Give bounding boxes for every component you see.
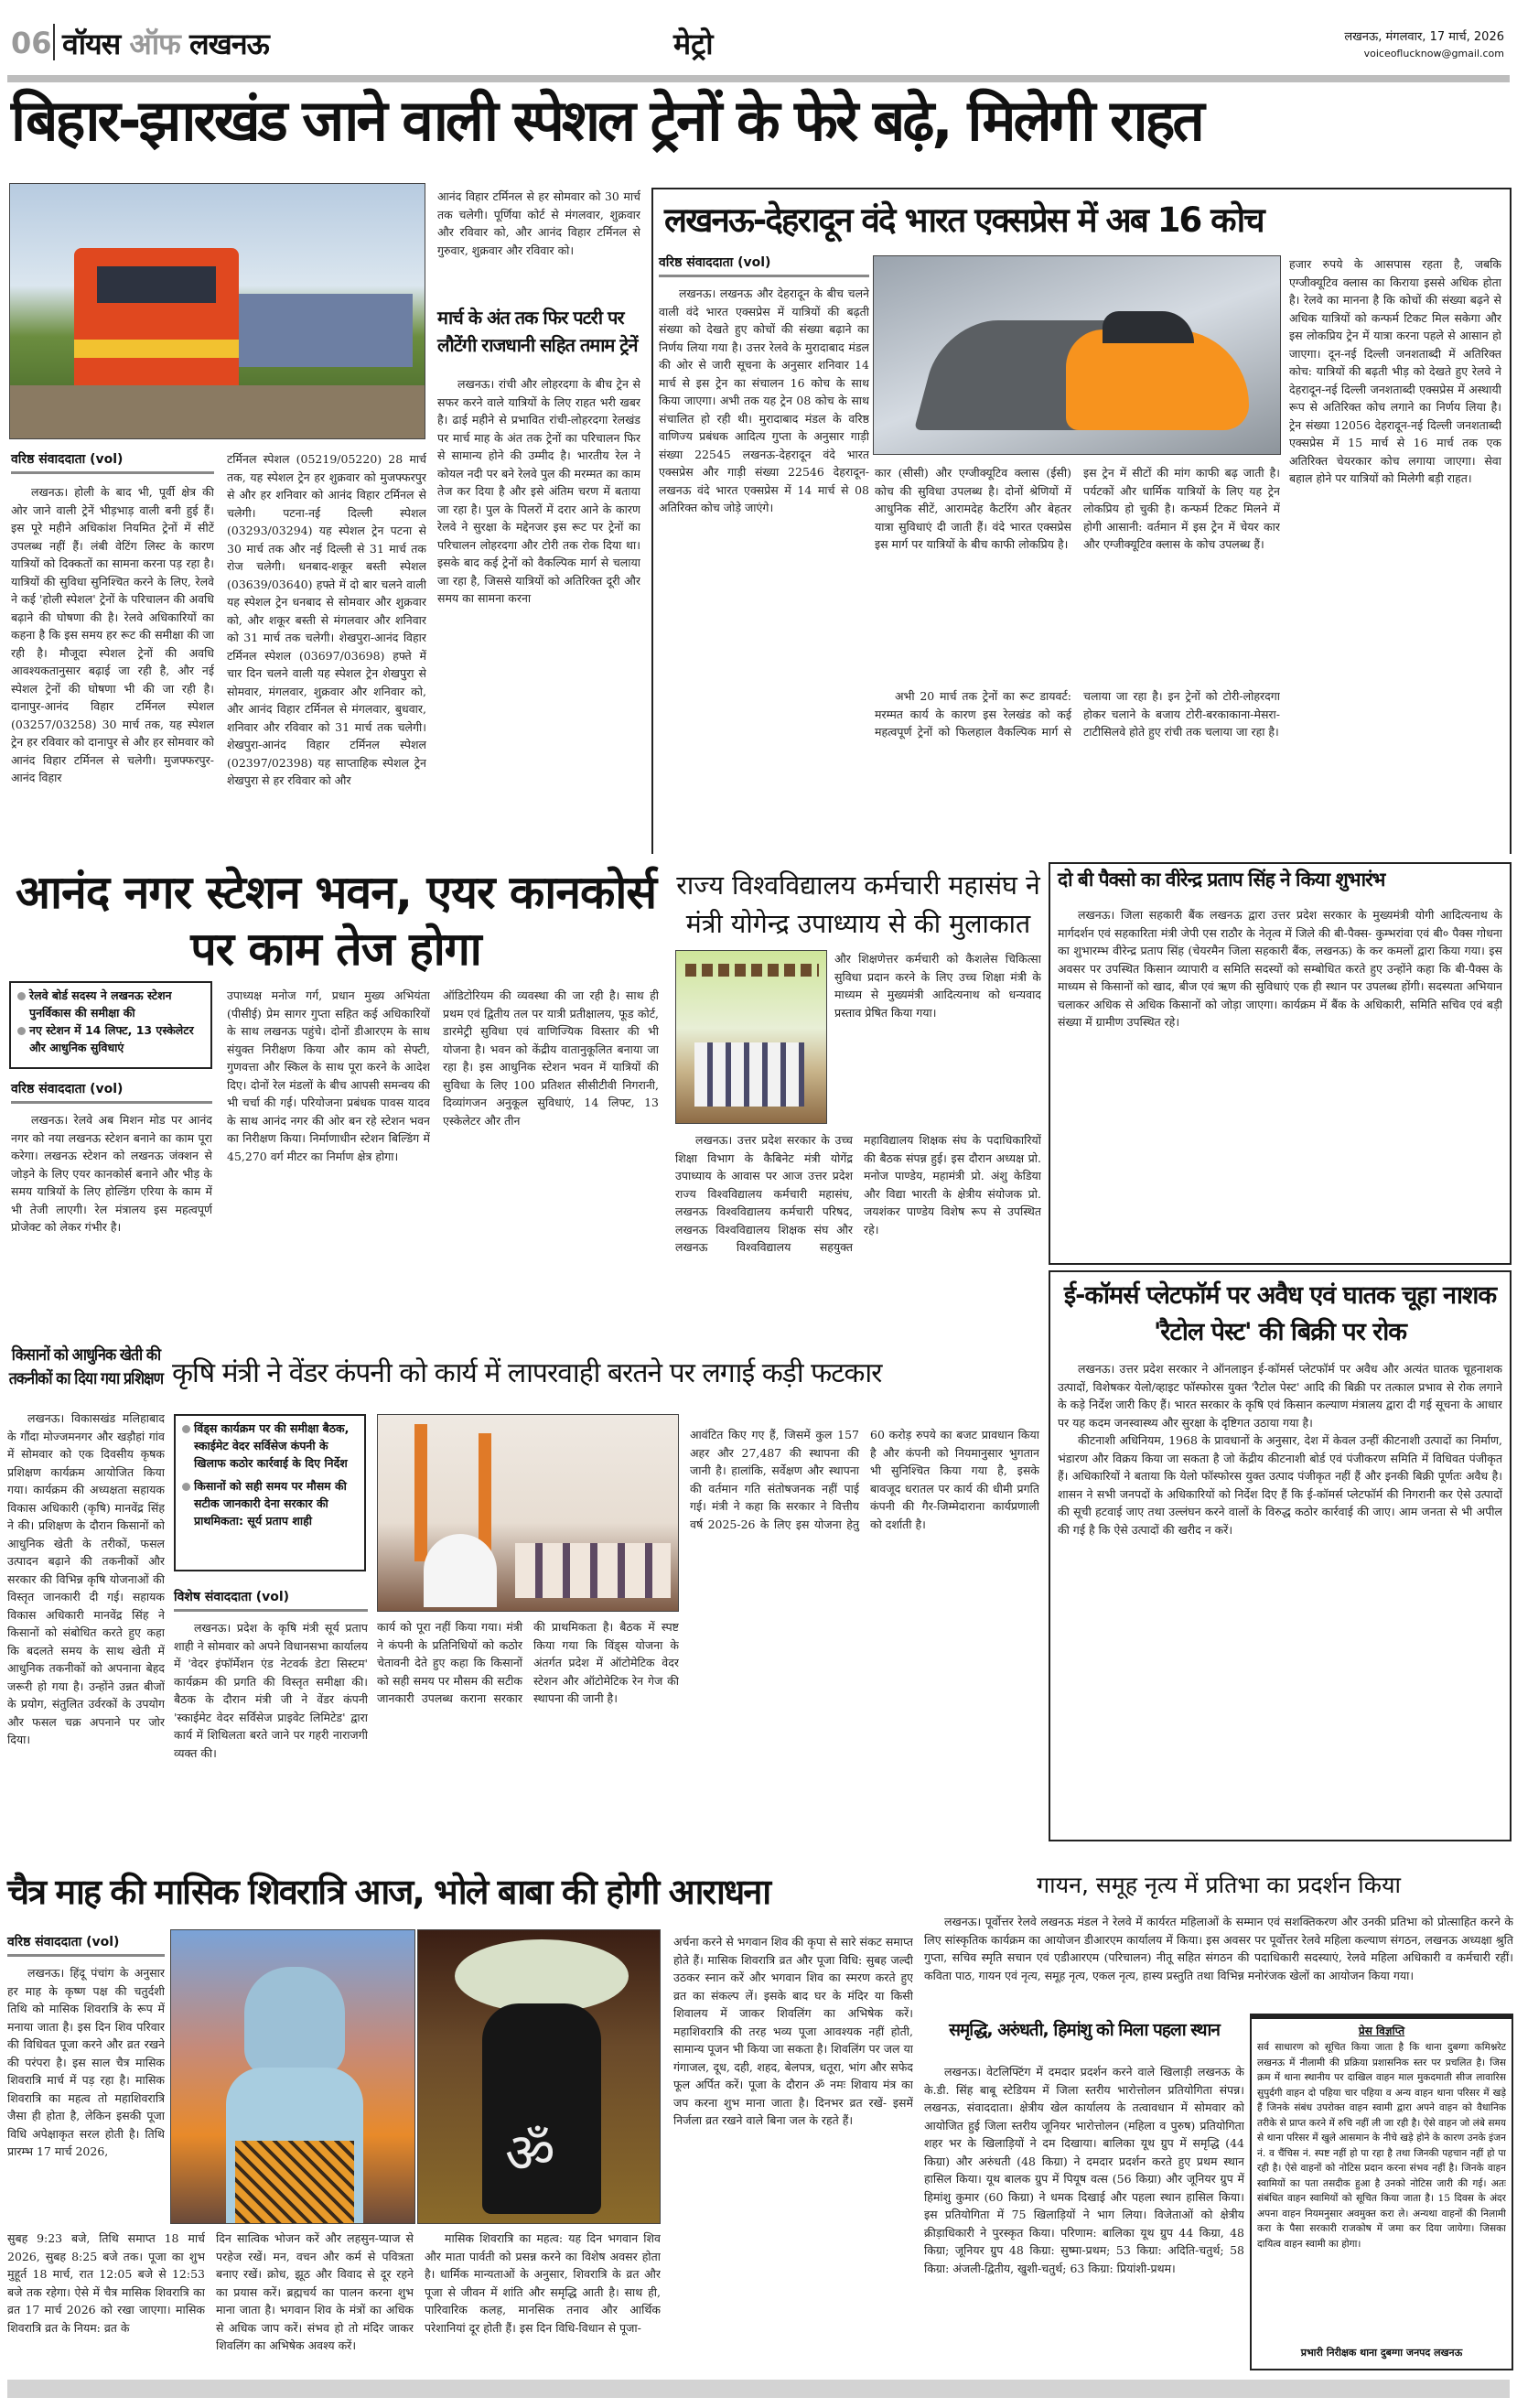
lead-col3-top [437, 188, 640, 295]
shiv-paragraph: सुबह 9:23 बजे, तिथि समाप्त 18 मार्च 2026, सुबह 8:25 बजे तक। पूजा का शुभ मुहूर्त 18 मार्च, रात 12:05 बजे से 12:53 बजे तक रहेगा। ऐसे में चैत्र मासिक शिवरात्रि का व्रत 17 मार्च 2026 को रखा जाएगा। मासिक शिवरात्रि व्रत के नियम: व्रत के [7, 2231, 205, 2335]
shiv-headline: चैत्र माह की मासिक शिवरात्रि आज, भोले बाबा की होगी आराधना [7, 1872, 770, 1912]
kisan-paragraph: लखनऊ। विकासखंड मलिहाबाद के गौंदा मोज्जमनगर और खड़ौहां गांव में सोमवार को एक दिवसीय कृषक प्रशिक्षण कार्यक्रम आयोजित किया गया। कार्यक्रम की अध्यक्षता सहायक विकास अधिकारी (कृषि) मानवेंद्र सिंह ने की। प्रशिक्षण के दौरान किसानों को आधुनिक खेती के तरीकों, फसल उत्पादन बढ़ाने की तकनीकों और सरकार की विभिन्न कृषि योजनाओं की विस्तृत जानकारी दी गई। सहायक विकास अधिकारी मानवेंद्र सिंह ने किसानों को संबोधित करते हुए कहा कि बदलते समय के साथ खेती में आधुनिक तकनीकों को अपनाना बेहद जरूरी हो गया है। उन्होंने उन्नत बीजों के प्रयोग, संतुलित उर्वरकों के उपयोग और फसल चक्र अपनाने पर जोर दिया। [7, 1411, 165, 1746]
samridhi-headline: समृद्धि, अरुंधती, हिमांशु को मिला पहला स्थान [949, 2020, 1220, 2040]
shiv-paragraph: अर्चना करने से भगवान शिव की कृपा से सारे संकट समाप्त होते हैं। मासिक शिवरात्रि व्रत और पूजा विधि: सुबह जल्दी उठकर स्नान करें और भगवान शिव का स्मरण करते हुए व्रत का संकल्प लें। इसके बाद घर के मंदिर या किसी शिवालय में जाकर शिवलिंग का अभिषेक करें। महाशिवरात्रि की तरह भव्य पूजा आवश्यक नहीं होती, सामान्य पूजन भी किया जा सकता है। शिवलिंग पर जल या गंगाजल, दूध, दही, शहद, बेलपत्र, धतूरा, भांग और सफेद फूल अर्पित करें। पूजा के दौरान ॐ नमः शिवाय मंत्र का जप करना शुभ माना जाता है। दिनभर व्रत रखें- इसमें निर्जला व्रत रखने वाले बिना जल के रहते हैं। [673, 1935, 913, 2127]
lead-paragraph: टर्मिनल स्पेशल (05219/05220) 28 मार्च तक, यह स्पेशल ट्रेन हर शुक्रवार को मुजफ्फरपुर से और हर शनिवार को आनंद विहार टर्मिनल से चलेगी। पटना-नई दिल्ली स्पेशल (03293/03294) यह स्पेशल ट्रेन पटना से 30 मार्च तक और नई दिल्ली से 31 मार्च तक रोज चलेगी। धनबाद-शकूर बस्ती स्पेशल (03639/03640) हफ्ते में दो बार चलने वाली यह स्पेशल ट्रेन धनबाद से सोमवार और शुक्रवार को, और शकूर बस्ती से मंगलवार और शनिवार को 31 मार्च तक चलेगी। शेखपुरा-आनंद विहार टर्मिनल स्पेशल (03697/03698) हफ्ते में चार दिन चलने वाली यह स्पेशल ट्रेन शेखपुरा से सोमवार, मंगलवार, शुक्रवार और शनिवार को, और आनंद विहार टर्मिनल से मंगलवार, बुधवार, शनिवार और रविवार को 31 मार्च तक चलेगी। शेखपुरा-आनंद विहार टर्मिनल स्पेशल (02397/02398) यह साप्ताहिक स्पेशल ट्रेन शेखपुरा से हर रविवार को और [227, 452, 426, 787]
univ-headline: राज्य विश्वविद्यालय कर्मचारी महासंघ ने मंत्री योगेन्द्र उपाध्याय से की मुलाकात [676, 869, 1040, 939]
vande-box [651, 188, 1512, 854]
krishi-highlights [174, 1414, 366, 1571]
byline: वरिष्ठ संवाददाता (vol) [11, 1080, 212, 1104]
pacs-paragraph: लखनऊ। जिला सहकारी बैंक लखनऊ द्वारा उत्तर प्रदेश सरकार के मुख्यमंत्री योगी आदित्यनाथ के मार्गदर्शन एवं सहकारिता मंत्री जेपी एस राठौर के नेतृत्व में जिले की बी-पैक्स- कुम्भरांवा एवं बी० पैक्स गोधना का शुभारम्भ वीरेन्द्र प्रताप सिंह (चेयरमैन जिला सहकारी बैंक, लखनऊ) के कर कमलों द्वारा किया गया। इस अवसर पर उपस्थित किसान व्यापारी व समिति सदस्यों को सम्बोधित करते हुए उन्होंने कहा कि बी-पैक्स के माध्यम से किसानों को खाद, बीज एवं ऋण की सुविधाएं एक ही स्थान पर उपलब्ध होंगी। सदस्यता अभियान चलाकर अधिक से अधिक किसानों को जोड़ा जाएगा। कार्यक्रम में बैंक के अधिकारी, समिति सचिव एवं बड़ी संख्या में ग्रामीण उपस्थित रहे। [1058, 908, 1502, 1029]
byline: वरिष्ठ संवाददाता (vol) [659, 254, 869, 277]
lead-col2 [227, 450, 426, 853]
gayan-headline: गायन, समूह नृत्य में प्रतिभा का प्रदर्शन किया [1037, 1872, 1401, 1898]
krishi-paragraph: लखनऊ। प्रदेश के कृषि मंत्री सूर्य प्रताप शाही ने सोमवार को अपने विधानसभा कार्यालय में 'वेदर इंफॉर्मेशन एंड नेटवर्क डेटा सिस्टम' कार्यक्रम की प्रगति की विस्तृत समीक्षा की। बैठक के दौरान मंत्री जी ने वेंडर कंपनी 'स्काईमेट वेदर सर्विसेज प्राइवेट लिमिटेड' द्वारा कार्य में शिथिलता बरते जाने पर गहरी नाराजगी व्यक्त की। [174, 1621, 368, 1760]
lead-col1 [11, 450, 214, 853]
vande-bharat-photo [873, 255, 1281, 455]
page-number: 06 [11, 26, 52, 60]
lead-subheadline: मार्च के अंत तक फिर पटरी पर लौटेंगी राजधानी सहित तमाम ट्रेनें [437, 307, 638, 356]
email: voiceoflucknow@gmail.com [1363, 48, 1504, 59]
shiv-paragraph: दिन सात्विक भोजन करें और लहसुन-प्याज से परहेज रखें। मन, वचन और कर्म से पवित्रता बनाए रखें। क्रोध, झूठ और विवाद से दूर रहने का प्रयास करें। ब्रह्मचर्य का पालन करना शुभ माना जाता है। भगवान शिव के मंत्रों का अधिक से अधिक जाप करें। संभव हो तो मंदिर जाकर शिवलिंग का अभिषेक अवश्य करें। [216, 2231, 414, 2352]
notice-title: प्रेस विज्ञप्ति [1358, 2025, 1405, 2037]
ecom-paragraph: लखनऊ। उत्तर प्रदेश सरकार ने ऑनलाइन ई-कॉमर्स प्लेटफॉर्म पर अवैध और अत्यंत घातक चूहनाशक उत्पादों, विशेषकर येलो/व्हाइट फॉस्फोरस युक्त 'रैटोल पेस्ट' आदि की बिक्री पर तत्काल प्रभाव से रोक लगाने के कड़े निर्देश जारी किए हैं। भारत सरकार के कृषि एवं किसान कल्याण मंत्रालय द्वारा दी गई सूचना के आधार पर यह कदम जनस्वास्थ्य और सुरक्षा के दृष्टिगत उठाया गया है। [1058, 1362, 1502, 1430]
anand-headline: आनंद नगर स्टेशन भवन, एयर कानकोर्स पर काम तेज होगा [15, 866, 657, 976]
footer-rule [7, 2380, 1510, 2398]
highlight-item: विंड्स कार्यक्रम पर की समीक्षा बैठक, स्काईमेट वेदर सर्विसेज कंपनी के खिलाफ कठोर कार्रवाई के दिए निर्देश [181, 1420, 359, 1472]
anand-paragraph: ऑडिटोरियम की व्यवस्था की जा रही है। साथ ही प्रथम एवं द्वितीय तल पर यात्री प्रतीक्षालय, फूड कोर्ट, डारमेट्री सुविधा एवं वाणिज्यिक विस्तार की भी योजना है। भवन को केंद्रीय वातानुकूलित बनाया जा रहा है। इस आधुनिक स्टेशन भवन में यात्रियों की सुविधा के लिए 100 प्रतिशत सीसीटीवी निगरानी, दिव्यांगजन अनुकूल सुविधाएं, 14 लिफ्ट, 13 एस्केलेटर और तीन [443, 988, 659, 1128]
train-photo [9, 183, 425, 439]
masthead-rule [7, 75, 1510, 82]
anand-paragraph: लखनऊ। रेलवे अब मिशन मोड पर आनंद नगर को नया लखनऊ स्टेशन बनाने का काम पूरा करेगा। लखनऊ स्टेशन को लखनऊ जंक्शन से जोड़ने के लिए एयर कानकोर्स बनाने और भीड़ के समय यात्रियों के लिए होल्डिंग एरिया के काम में भी तेजी लाएगी। रेल मंत्रालय इस महत्वपूर्ण प्रोजेक्ट को लेकर गंभीर है। [11, 1113, 212, 1234]
highlight-item: नए स्टेशन में 14 लिफ्ट, 13 एस्केलेटर और आधुनिक सुविधाएं [16, 1021, 205, 1056]
ecom-headline: ई-कॉमर्स प्लेटफॉर्म पर अवैध एवं घातक चूहा नाशक 'रैटोल पेस्ट' की बिक्री पर रोक [1063, 1281, 1497, 1346]
vande-paragraph: कार (सीसी) और एग्जीक्यूटिव क्लास (ईसी) कोच की सुविधा उपलब्ध है। दोनों श्रेणियों में आधुनिक सीटें, आरामदेह कैटरिंग और बेहतर यात्रा सुविधाएं दी जाती हैं। वंदे भारत एक्सप्रेस इस मार्ग पर यात्रियों के बीच काफी लोकप्रिय है। [875, 466, 1071, 551]
vande-paragraph: हजार रुपये के आसपास रहता है, जबकि एग्जीक्यूटिव क्लास का किराया इससे अधिक होता है। रेलवे का मानना है कि कोचों की संख्या बढ़ने से अधिक यात्रियों को कन्फर्म टिकट मिल सकेगा और इस लोकप्रिय ट्रेन में यात्रा करना पहले से आसान हो जाएगा। दून-नई दिल्ली जनशताब्दी में अतिरिक्त कोच: यात्रियों की बढ़ती भीड़ को देखते हुए रेलवे ने देहरादून-नई दिल्ली जनशताब्दी एक्सप्रेस में अस्थायी रूप से अतिरिक्त कोच लगाने का निर्णय लिया है। ट्रेन संख्या 12056 देहरादून-नई दिल्ली जनशताब्दी एक्सप्रेस में 15 मार्च से 16 मार्च तक एक अतिरिक्त चेयरकार कोच लगाया जाएगा। सेवा बहाल होने पर यात्रियों को मिलेगी बड़ी राहत। [1289, 257, 1501, 485]
shiv-paragraph: मासिक शिवरात्रि का महत्व: यह दिन भगवान शिव और माता पार्वती को प्रसन्न करने का विशेष अवसर होता है। धार्मिक मान्यताओं के अनुसार, शिवरात्रि के व्रत और पूजा से जीवन में शांति और समृद्धि आती है। साथ ही, पारिवारिक कलह, मानसिक तनाव और आर्थिक परेशानियां दूर होती हैं। इस दिन विधि-विधान से पूजा- [425, 2231, 661, 2335]
krishi-headline: कृषि मंत्री ने वेंडर कंपनी को कार्य में लापरवाही बरतने पर लगाई कड़ी फटकार [172, 1357, 882, 1389]
om-symbol-icon: ॐ [505, 2122, 555, 2186]
masthead [7, 18, 1510, 64]
paper-name: वॉयस ऑफ लखनऊ [62, 27, 269, 61]
vande-paragraph: इस ट्रेन में सीटों की मांग काफी बढ़ जाती है। पर्यटकों और धार्मिक यात्रियों के लिए यह ट्रेन लोकप्रिय हो चुकी है। कन्फर्म टिकट मिलने में होगी आसानी: वर्तमान में इस ट्रेन में चेयर कार और एग्जीक्यूटिव क्लास के कोच उपलब्ध हैं। [1083, 466, 1280, 551]
samridhi-paragraph: लखनऊ। वेटलिफ्टिंग में दमदार प्रदर्शन करने वाले खिलाड़ी लखनऊ के के.डी. सिंह बाबू स्टेडियम में जिला स्तरीय भारोत्तोलन प्रतियोगिता संपन्न। लखनऊ, संवाददाता। क्षेत्रीय खेल कार्यालय के तत्वावधान में सोमवार को आयोजित हुई जिला स्तरीय जूनियर भारोत्तोलन (महिला व पुरुष) प्रतियोगिता शहर भर के खिलाड़ियों ने दम दिखाया। बालिका यूथ ग्रुप में समृद्धि (44 किग्रा) और अरुंधती (48 किग्रा) ने दमदार प्रदर्शन करते हुए प्रथम स्थान हासिल किया। यूथ बालक ग्रुप में पियूष वत्स (56 किग्रा) और जूनियर ग्रुप में हिमांशु कुमार (60 किग्रा) ने धमक दिखाई और पहला स्थान हासिल किया। इस प्रतियोगिता में 75 खिलाड़ियों ने भाग लिया। विजेताओं को क्षेत्रीय क्रीड़ाधिकारी ने पुरस्कृत किया। परिणाम: बालिका यूथ ग्रुप 44 किग्रा, 48 किग्रा; जूनियर ग्रुप 48 किग्रा: सुष्मा-प्रथम; 53 किग्रा: अदिति-चतुर्थ; 58 किग्रा: अंजली-द्वितीय, खुशी-चतुर्थ; 63 किग्रा: प्रियांशी-प्रथम। [924, 2065, 1244, 2275]
masthead-divider [53, 24, 55, 60]
univ-paragraph: लखनऊ। उत्तर प्रदेश सरकार के उच्च शिक्षा विभाग के कैबिनेट मंत्री योगेंद्र उपाध्याय के आवास पर आज उत्तर प्रदेश राज्य विश्वविद्यालय कर्मचारी महासंघ, लखनऊ विश्वविद्यालय कर्मचारी परिषद, लखनऊ विश्वविद्यालय शिक्षक संघ और लखनऊ विश्वविद्यालय सहयुक्त महाविद्यालय शिक्षक संघ के पदाधिकारियों की बैठक संपन्न हुई। इस दौरान अध्यक्ष प्रो. मनोज पाण्डेय, महामंत्री प्रो. अंशु केडिया और विद्या भारती के क्षेत्रीय संयोजक प्रो. जयशंकर पाण्डेय विशेष रूप से उपस्थित रहे। [675, 1133, 1041, 1254]
notice-text: सर्व साधारण को सूचित किया जाता है कि थाना दुबग्गा कमिश्नरेट लखनऊ में नीलामी की प्रक्रिया प्रशासनिक स्तर पर प्रचलित है। जिस क्रम में थाना स्थानीय पर दाखिल वाहन माल मुकदमाती सीज लावारिस सुपुर्दगी वाहन दो पहिया चार पहिया व अन्य वाहन थाना परिसर में खड़े हैं जिनके संबंध उपरोक्त वाहन स्वामी द्वारा अपने वाहन को वैधानिक तरीके से प्राप्त करने में रुचि नहीं ली जा रही है। ऐसे वाहन जो लंबे समय से थाना परिसर में खुले आसमान के नीचे खड़े होने के कारण उनके इंजन नं. व चैंचिस नं. स्पष्ट नहीं हो पा रहा है तथा जिनकी पहचान नहीं हो पा रही है। ऐसे वाहनों को नोटिस प्रदान करना संभव नहीं है। जिनके वाहन स्वामियों का पता तसदीक हुआ है उनको नोटिस जारी की गई। अतः संबंधित वाहन स्वामियों को सूचित किया जाता है। 15 दिवस के अंदर अपना वाहन नियमनुसार अवमुक्त करा ले। अन्यथा वाहनों की निलामी करा के पैसा सरकारी राजकोष में जमा कर दिया जायेगा। जिसका दायित्व वाहन स्वामी का होगा। [1257, 2042, 1506, 2250]
notice-signature: प्रभारी निरीक्षक थाना दुबग्गा जनपद लखनऊ [1300, 2347, 1463, 2359]
shivling-photo [417, 1929, 661, 2224]
meeting-photo [675, 950, 827, 1124]
pacs-box [1049, 862, 1512, 1265]
byline: विशेष संवाददाता (vol) [174, 1588, 368, 1612]
vande-headline: लखनऊ-देहरादून वंदे भारत एक्सप्रेस में अब 16 कोच [664, 200, 1264, 240]
lead-paragraph: लखनऊ। रांची और लोहरदगा के बीच ट्रेन से सफर करने वाले यात्रियों के लिए राहत भरी खबर है। ढाई महीने से प्रभावित रांची-लोहरदगा रेलखंड पर मार्च माह के अंत तक ट्रेनों का परिचालन फिर से सामान्य होने की उम्मीद है। भारतीय रेल ने कोयल नदी पर बने रेलवे पुल की मरम्मत का काम तेज कर दिया है और इसे अंतिम चरण में बताया जा रहा है। पुल के पिलरों में दरार आने के कारण रेलवे ने सुरक्षा के मद्देनजर इस रूट पर ट्रेनों का परिचालन लोहरदगा और टोरी तक रोक दिया था। इसके बाद कई ट्रेनों को वैकल्पिक मार्ग से चलाया जा रहा है, जिससे यात्रियों को अतिरिक्त दूरी और समय का सामना करना [437, 377, 640, 605]
anand-highlights [9, 981, 212, 1069]
lead-paragraph: आनंद विहार टर्मिनल से हर सोमवार को 30 मार्च तक चलेगी। पूर्णिया कोर्ट से मंगलवार, शुक्रवार और रविवार को, और आनंद विहार टर्मिनल से गुरुवार, शुक्रवार और रविवार को। [437, 189, 640, 257]
press-notice [1250, 2014, 1513, 2370]
byline: वरिष्ठ संवाददाता (vol) [11, 450, 214, 474]
kisan-headline: किसानों को आधुनिक खेती की तकनीकों का दिया गया प्रशिक्षण [8, 1345, 164, 1388]
univ-paragraph: और शिक्षणेत्तर कर्मचारी को कैशलेस चिकित्सा सुविधा प्रदान करने के लिए उच्च शिक्षा मंत्री के माध्यम से मुख्यमंत्री आदित्यनाथ को धन्यवाद प्रस्ताव प्रेषित किया गया। [834, 952, 1041, 1020]
anand-paragraph: उपाध्यक्ष मनोज गर्ग, प्रधान मुख्य अभियंता (पीसीई) प्रेम सागर गुप्ता सहित कई अधिकारियों के साथ लखनऊ पहुंचे। दोनों डीआरएम के साथ संयुक्त निरीक्षण किया और काम को सेफ्टी, गुणवत्ता और स्किल के साथ पूरा करने के आदेश दिए। दोनों रेल मंडलों के बीच आपसी समन्वय की भी चर्चा की गई। परियोजना प्रबंधक पावस यादव के साथ आनंद नगर की ओर बन रहे स्टेशन भवन का निरीक्षण किया। निर्माणाधीन स्टेशन बिल्डिंग में 45,270 वर्ग मीटर का निर्माण क्षेत्र होगा। [227, 988, 430, 1163]
lead-col3-bottom [437, 375, 640, 853]
krishi-paragraph: आवंटित किए गए हैं, जिसमें कुल 157 अहर और 27,487 की स्थापना की जानी है। हालांकि, सर्वेक्षण और स्थापना की वर्तमान गति संतोषजनक नहीं पाई गई। मंत्री ने कहा कि सरकार ने वित्तीय वर्ष 2025-26 के लिए इस योजना हेतु 60 करोड़ रुपये का बजट प्रावधान किया है और कंपनी को नियमानुसार भुगतान भी सुनिश्चित किया गया है, इसके बावजूद धरातल पर कार्य की धीमी प्रगति कंपनी की गैर-जिम्मेदाराना कार्यप्रणाली को दर्शाती है। [690, 1428, 1039, 1531]
section-name: मेट्रो [673, 27, 714, 61]
highlight-item: किसानों को सही समय पर मौसम की सटीक जानकारी देना सरकार की प्राथमिकता: सूर्य प्रताप शाही [181, 1477, 359, 1529]
lead-headline: बिहार-झारखंड जाने वाली स्पेशल ट्रेनों के फेरे बढ़े, मिलेगी राहत [11, 87, 1202, 154]
gayan-paragraph: लखनऊ। पूर्वोत्तर रेलवे लखनऊ मंडल ने रेलवे में कार्यरत महिलाओं के सम्मान एवं सशक्तिकरण और उनकी प्रतिभा को प्रोत्साहित करने के लिए सांस्कृतिक कार्यक्रम का आयोजन डीआरएम कार्यालय में किया। इस अवसर पर पूर्वोत्तर रेलवे महिला कल्याण संगठन, लखनऊ अध्यक्षा श्रुति गुप्ता, सचिव स्मृति सचान एवं एडीआरएम (परिचालन) नीतू सहित संगठन की पदाधिकारी सदस्याएं, रेलवे महिला अधिकारी व कर्मचारी रहीं। कविता पाठ, गायन एवं नृत्य, समूह नृत्य, एकल नृत्य, हास्य प्रस्तुति तथा विभिन्न मनोरंजक खेलों का आयोजन किया गया। [924, 1915, 1513, 1982]
review-meeting-photo [377, 1414, 679, 1612]
byline: वरिष्ठ संवाददाता (vol) [7, 1933, 165, 1957]
dateline: लखनऊ, मंगलवार, 17 मार्च, 2026 [1344, 30, 1504, 44]
pacs-headline: दो बी पैक्सो का वीरेन्द्र प्रताप सिंह ने किया शुभारंभ [1058, 869, 1385, 891]
vande-paragraph: अभी 20 मार्च तक ट्रेनों का रूट डायवर्ट: मरम्मत कार्य के कारण इस रेलखंड को कई महत्वपूर्ण ट्रेनों को फिलहाल वैकल्पिक मार्ग से चलाया जा रहा है। इन ट्रेनों को टोरी-लोहरदगा होकर चलाने के बजाय टोरी-बरकाकाना-मेसरा-टाटीसिलवे होते हुए रांची तक चलाया जा रहा है। [875, 689, 1280, 739]
vande-paragraph: लखनऊ। लखनऊ और देहरादून के बीच चलने वाली वंदे भारत एक्सप्रेस में यात्रियों की बढ़ती संख्या को देखते हुए कोचों की संख्या बढ़ाने का निर्णय लिया गया है। उत्तर रेलवे के मुरादाबाद मंडल की ओर से जारी सूचना के अनुसार शनिवार 14 मार्च से इस ट्रेन का संचालन 16 कोच के साथ किया जाएगा। अभी तक यह ट्रेन 08 कोच के साथ संचालित हो रही थी। मुरादाबाद मंडल के वरिष्ठ वाणिज्य प्रबंधक आदित्य गुप्ता के अनुसार गाड़ी संख्या 22545 लखनऊ-देहरादून वंदे भारत एक्सप्रेस और गाड़ी संख्या 22546 देहरादून-लखनऊ वंदे भारत एक्सप्रेस में 14 मार्च से 08 अतिरिक्त कोच जोड़े जाएंगे। [659, 286, 869, 514]
krishi-paragraph: कार्य को पूरा नहीं किया गया। मंत्री ने कंपनी के प्रतिनिधियों को कठोर चेतावनी देते हुए कहा कि किसानों को सही समय पर मौसम की सटीक जानकारी उपलब्ध कराना सरकार की प्राथमिकता है। बैठक में स्पष्ट किया गया कि विंड्स योजना के अंतर्गत प्रदेश में ऑटोमेटिक वेदर स्टेशन और ऑटोमेटिक रेन गेज की स्थापना की जानी है। [377, 1620, 679, 1705]
ecom-box [1049, 1270, 1512, 1841]
lord-shiva-photo [170, 1929, 415, 2224]
highlight-item: रेलवे बोर्ड सदस्य ने लखनऊ स्टेशन पुनर्विकास की समीक्षा की [16, 987, 205, 1021]
lead-paragraph: लखनऊ। होली के बाद भी, पूर्वी क्षेत्र की ओर जाने वाली ट्रेनें भीड़भाड़ वाली बनी हुई हैं। इस पूरे महीने अधिकांश नियमित ट्रेनों में सीटें उपलब्ध नहीं हैं। लंबी वेटिंग लिस्ट के कारण यात्रियों को दिक्कतों का सामना करना पड़ रहा है। यात्रियों की सुविधा सुनिश्चित करने के लिए, रेलवे ने कई 'होली स्पेशल' ट्रेनों के परिचालन की अवधि बढ़ाने की घोषणा की है। रेलवे अधिकारियों का कहना है कि इस समय हर रूट की समीक्षा की जा रही है। मौजूदा स्पेशल ट्रेनों की अवधि आवश्यकतानुसार बढ़ाई जा रही है, और नई स्पेशल ट्रेनों की घोषणा भी की जा रही है। दानापुर-आनंद विहार टर्मिनल स्पेशल (03257/03258) 30 मार्च तक, यह स्पेशल ट्रेन हर रविवार को दानापुर से और हर सोमवार को आनंद विहार टर्मिनल से चलेगी। मुजफ्फरपुर-आनंद विहार [11, 485, 214, 784]
shiv-paragraph: लखनऊ। हिंदू पंचांग के अनुसार हर माह के कृष्ण पक्ष की चतुर्दशी तिथि को मासिक शिवरात्रि के रूप में मनाया जाता है। इस दिन शिव परिवार की विधिवत पूजा करने और व्रत रखने की परंपरा है। इस साल चैत्र मासिक शिवरात्रि मार्च में पड़ रहा है। मासिक शिवरात्रि का महत्व तो महाशिवरात्रि जैसा ही होता है, लेकिन इसकी पूजा विधि अपेक्षाकृत सरल होती है। तिथि प्रारम्भ 17 मार्च 2026, [7, 1966, 165, 2158]
ecom-paragraph: कीटनाशी अधिनियम, 1968 के प्रावधानों के अनुसार, देश में केवल उन्हीं कीटनाशी उत्पादों का निर्माण, भंडारण और विक्रय किया जा सकता है जो केंद्रीय कीटनाशी बोर्ड एवं पंजीकरण समिति में विधिवत पंजीकृत हैं। अधिकारियों ने बताया कि येलो फॉस्फोरस युक्त उत्पाद पंजीकृत नहीं हैं और इनकी बिक्री पूर्णतः अवैध है। शासन ने सभी जनपदों के अधिकारियों को निर्देश दिए हैं कि ई-कॉमर्स प्लेटफॉर्म की निगरानी कर ऐसे उत्पादों की सूची हटवाई जाए तथा उल्लंघन करने वालों के विरुद्ध कठोर कार्रवाई की जाए। आम जनता से भी अपील की गई है कि ऐसे उत्पादों की खरीद न करें। [1058, 1433, 1502, 1537]
